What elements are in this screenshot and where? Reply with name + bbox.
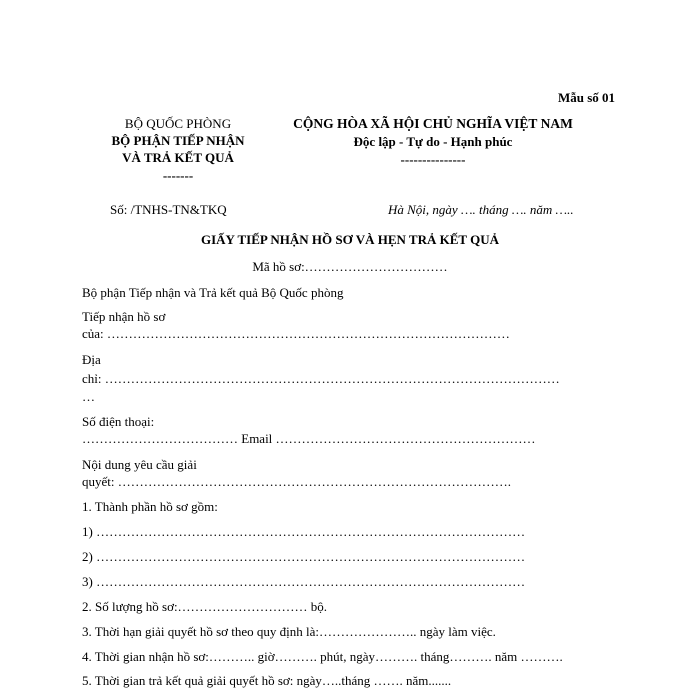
- form-code: Mẫu số 01: [558, 90, 616, 105]
- national-header: [278, 115, 588, 169]
- place-and-date: Hà Nội, ngày …. tháng …. năm …..: [388, 202, 574, 217]
- department-name-line2: VÀ TRẢ KẾT QUẢ: [122, 150, 234, 165]
- address-field: chỉ: ……………………………………………………………………………………………: [82, 371, 560, 386]
- left-divider: -------: [162, 168, 194, 183]
- document-item: 1) ………………………………………………………………………………………: [82, 524, 526, 539]
- received-from-field: của: …………………………………………………………………………………: [82, 326, 510, 341]
- national-motto: Độc lập - Tự do - Hạnh phúc: [353, 134, 513, 149]
- document-number: Số: /TNHS-TN&TKQ: [110, 202, 227, 217]
- document-item: 3) ………………………………………………………………………………………: [82, 574, 526, 589]
- right-divider: ---------------: [400, 152, 466, 167]
- phone-email-field: ……………………………… Email ……………………………………………………: [82, 431, 536, 446]
- return-time: 5. Thời gian trả kết quả giải quyết hồ sơ: ngày…..tháng ……. năm.......: [82, 673, 452, 688]
- issuing-agency-header: [88, 115, 268, 184]
- document-title: GIẤY TIẾP NHẬN HỒ SƠ VÀ HẸN TRẢ KẾT QUẢ: [201, 232, 499, 247]
- document-item: 2) ………………………………………………………………………………………: [82, 549, 526, 564]
- ministry-name: BỘ QUỐC PHÒNG: [124, 116, 232, 131]
- address-label: Địa: [82, 352, 101, 367]
- received-from-label: Tiếp nhận hồ sơ: [82, 309, 166, 324]
- phone-label: Số điện thoại:: [82, 414, 155, 429]
- processing-deadline: 3. Thời hạn giải quyết hồ sơ theo quy định là:………………….. ngày làm việc.: [82, 624, 496, 639]
- file-count: 2. Số lượng hồ sơ:………………………… bộ.: [82, 599, 328, 614]
- file-code: Mã hồ sơ:……………………………: [252, 259, 448, 274]
- request-label: Nội dung yêu cầu giải: [82, 457, 197, 472]
- address-field-continued: …: [82, 389, 95, 404]
- section-documents: 1. Thành phần hồ sơ gồm:: [82, 499, 218, 514]
- receive-time: 4. Thời gian nhận hồ sơ:……….. giờ………. phút, ngày………. tháng………. năm ……….: [82, 649, 563, 664]
- request-field: quyết: ……………………………………………………………………………….: [82, 474, 511, 489]
- country-name: CỘNG HÒA XÃ HỘI CHỦ NGHĨA VIỆT NAM: [293, 116, 573, 131]
- department-name-line1: BỘ PHẬN TIẾP NHẬN: [111, 133, 245, 148]
- receiving-unit: Bộ phận Tiếp nhận và Trả kết quả Bộ Quốc phòng: [82, 285, 344, 300]
